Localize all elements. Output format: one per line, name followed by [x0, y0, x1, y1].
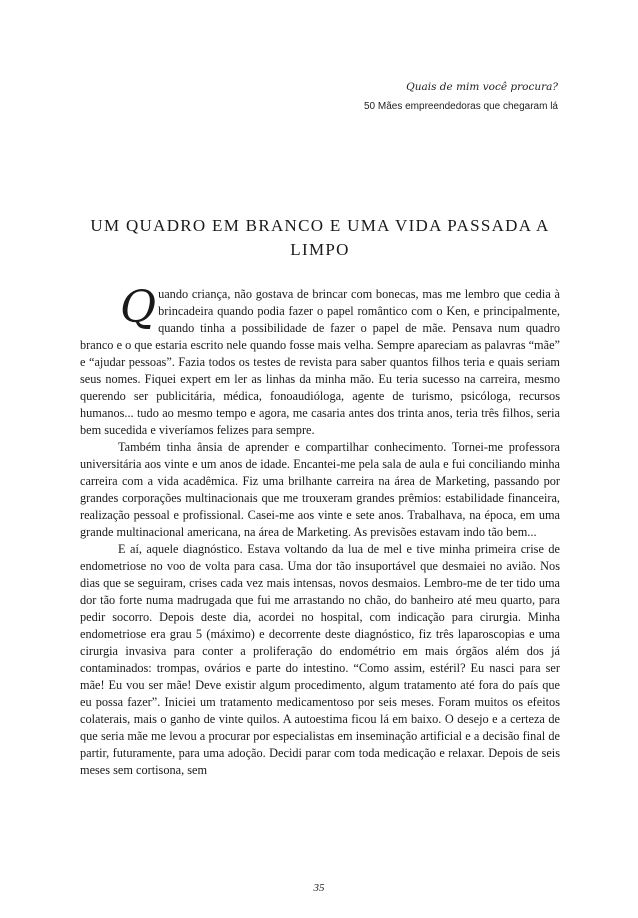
paragraph-1 [80, 282, 560, 439]
running-header [364, 80, 558, 114]
book-title: 50 Mães empreendedoras que chegaram lá [363, 101, 558, 112]
drop-cap: Q [120, 282, 157, 333]
paragraph-3: E aí, aquele diagnóstico. Estava voltando da lua de mel e tive minha primeira crise de endometriose no voo de volta para casa. Uma dor tão insuportável que desmaiei no avião. Nos dias que se seguiram, crises cada vez mais intensas, novos desmaios. Lembro-me de ter tido uma dor tão forte numa madrugada que fui me arrastando no chão, do banheiro até meu quarto, para pedir socorro. Depois deste dia, acordei no hospital, com indicação para cirurgia. Minha endometriose era grau 5 (máximo) e decorrente deste diagnóstico, fiz três laparoscopias e uma cirurgia invasiva para conter a proliferação do endométrio em mais órgãos além dos já contaminados: trompas, ovários e parte do intestino. “Como assim, estéril? Eu nasci para ser mãe! Eu vou ser mãe! Deve existir algum procedimento, algum tratamento até fora do país que eu possa fazer”. Iniciei um tratamento medicamentoso por seis meses. Foram muitos os efeitos colaterais, mais o ganho de vinte quilos. A autoestima ficou lá em baixo. O desejo e a certeza de que seria mãe me levou a procurar por especialistas em inseminação artificial e a decisão final de partir, futuramente, para uma adoção. Decidi parar com toda medicação e relaxar. Depois de seis meses sem cortisona, sem [80, 542, 560, 777]
section-title: Quais de mim você procura? [406, 81, 558, 93]
chapter-title: UM QUADRO EM BRANCO E UMA VIDA PASSADA A LIMPO [90, 216, 550, 259]
body-text [80, 282, 560, 779]
page-number: 35 [313, 882, 325, 894]
paragraph-2: Também tinha ânsia de aprender e compartilhar conhecimento. Tornei-me professora universitária aos vinte e um anos de idade. Encantei-me pela sala de aula e fui conciliando minha carreira com a vida acadêmica. Fiz uma brilhante carreira na área de Marketing, passando por grandes corporações multinacionais que me trouxeram grandes prêmios: estabilidade financeira, realização pessoal e profissional. Casei-me aos vinte e sete anos. Trabalhava, na época, em uma grande multinacional americana, na área de Marketing. As previsões estavam indo tão bem... [80, 440, 560, 539]
paragraph-1-text: uando criança, não gostava de brincar com bonecas, mas me lembro que cedia à brincadeira quando podia fazer o papel romântico com o Ken, e principalmente, quando tinha a possibilidade de fazer o papel de mãe. Pensava num quadro branco e o que estaria escrito nele quando fosse mais velha. Sempre apareciam as palavras “mãe” e “ajudar pessoas”. Fazia todos os testes de revista para saber quantos filhos teria e quais seriam seus nomes. Fiquei expert em ler as linhas da minha mão. Eu teria sucesso na carreira, mesmo querendo ser publicitária, médica, fonoaudióloga, agente de turismo, psicóloga, recursos humanos... tudo ao mesmo tempo e agora, me casaria antes dos trinta anos, teria três filhos, seria bem sucedida e viveríamos felizes para sempre. [80, 287, 560, 437]
